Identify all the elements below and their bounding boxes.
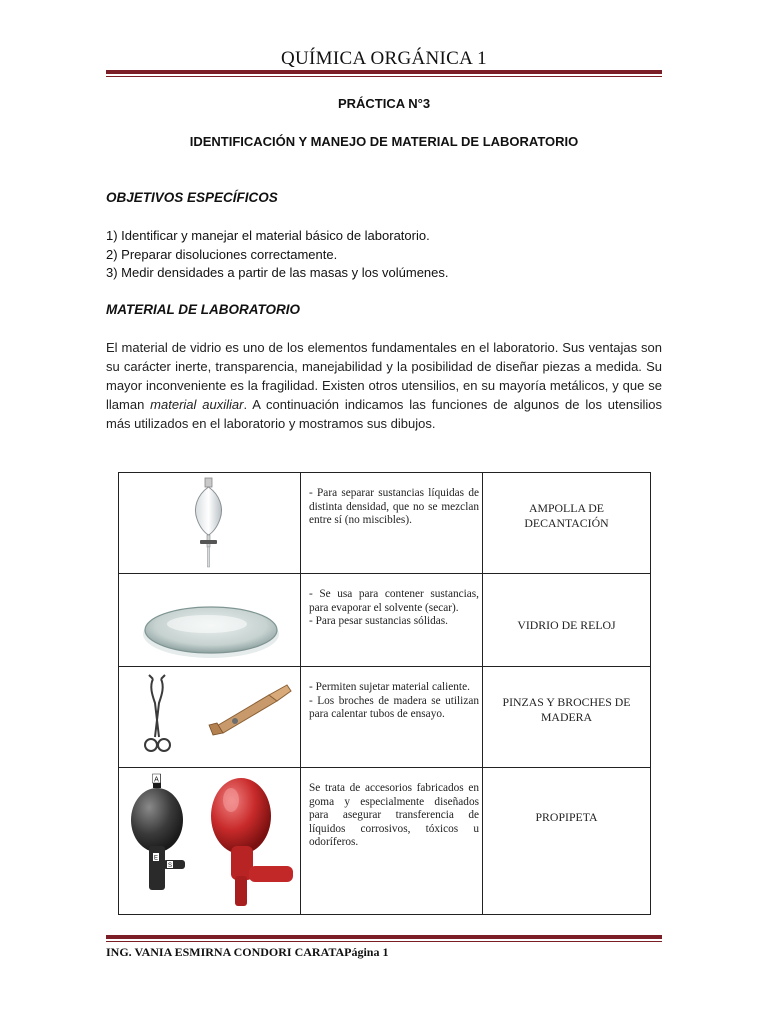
- objectives-list: [106, 227, 449, 283]
- material-heading: MATERIAL DE LABORATORIO: [106, 302, 300, 317]
- footer-rule: [106, 935, 662, 942]
- material-name: PROPIPETA: [535, 810, 598, 824]
- separatory-funnel-icon: [119, 473, 301, 574]
- paragraph-text-end: . A continuación indicamos las funciones de algunos de los utensilios más utilizados en el laboratorio y mostramos sus dibujos.: [106, 397, 662, 431]
- description-text: - Para separar sustancias líquidas de distinta densidad, que no se mezclan entre sí (no miscibles).: [309, 487, 479, 527]
- materials-table: [118, 472, 651, 915]
- table-row: [119, 473, 651, 574]
- description-cell: [301, 667, 483, 768]
- description-text: - Permiten sujetar material caliente.: [309, 681, 470, 693]
- practice-number: PRÁCTICA N°3: [337, 96, 431, 111]
- description-cell: [301, 768, 483, 915]
- objectives-heading: OBJETIVOS ESPECÍFICOS: [106, 190, 278, 205]
- table-row: [119, 768, 651, 915]
- valve-label: A: [154, 776, 159, 784]
- description-text: - Para pesar sustancias sólidas.: [309, 615, 448, 628]
- table-row: [119, 667, 651, 768]
- image-cell: [119, 667, 301, 768]
- objective-item: 1) Identificar y manejar el material básico de laboratorio.: [106, 228, 430, 243]
- image-cell: [119, 473, 301, 574]
- valve-label: E: [153, 855, 159, 862]
- header-rule: [106, 70, 662, 77]
- material-name: PINZAS Y BROCHES DE: [502, 695, 631, 709]
- description-text: Se trata de accesorios fabricados en goma y especialmente diseñados para asegurar transferencia de líquidos corrosivos, tóxicos u odoríferos.: [309, 782, 479, 849]
- description-cell: [301, 574, 483, 667]
- material-name: MADERA: [540, 710, 593, 724]
- watch-glass-icon: [119, 574, 301, 667]
- objective-item: 3) Medir densidades a partir de las masas y los volúmenes.: [106, 265, 449, 280]
- name-cell: [483, 574, 651, 667]
- name-cell: [483, 473, 651, 574]
- page-header-title: QUÍMICA ORGÁNICA 1: [281, 48, 487, 69]
- material-name: DECANTACIÓN: [524, 516, 609, 530]
- practice-title: IDENTIFICACIÓN Y MANEJO DE MATERIAL DE LABORATORIO: [189, 134, 579, 149]
- material-name: VIDRIO DE RELOJ: [517, 618, 616, 632]
- name-cell: [483, 667, 651, 768]
- paragraph-emphasis: material auxiliar: [150, 397, 244, 412]
- valve-label: S: [167, 863, 173, 869]
- material-name: AMPOLLA DE: [528, 501, 605, 515]
- description-cell: [301, 473, 483, 574]
- objective-item: 2) Preparar disoluciones correctamente.: [106, 246, 338, 262]
- page-footer: ING. VANIA ESMIRNA CONDORI CARATAPágina 1: [106, 945, 389, 959]
- pipette-bulb-icon: [119, 768, 301, 915]
- image-cell: [119, 768, 301, 915]
- description-text: - Se usa para contener sustancias, para evaporar el solvente (secar).: [309, 588, 479, 614]
- paragraph-text: El material de vidrio es uno de los elementos fundamentales en el laboratorio. Sus ventajas son su carácter inerte, transparencia, manejabilidad y la posibilidad de diseñar piezas a medida. Su mayor inconveniente es la fragilidad. Existen otros utensilios, en su mayoría metálicos, y que se llaman: [106, 340, 662, 412]
- name-cell: [483, 768, 651, 915]
- table-row: [119, 574, 651, 667]
- tongs-and-clamp-icon: [119, 667, 301, 768]
- material-paragraph: [106, 338, 662, 433]
- image-cell: [119, 574, 301, 667]
- description-text: - Los broches de madera se utilizan para calentar tubos de ensayo.: [309, 694, 479, 721]
